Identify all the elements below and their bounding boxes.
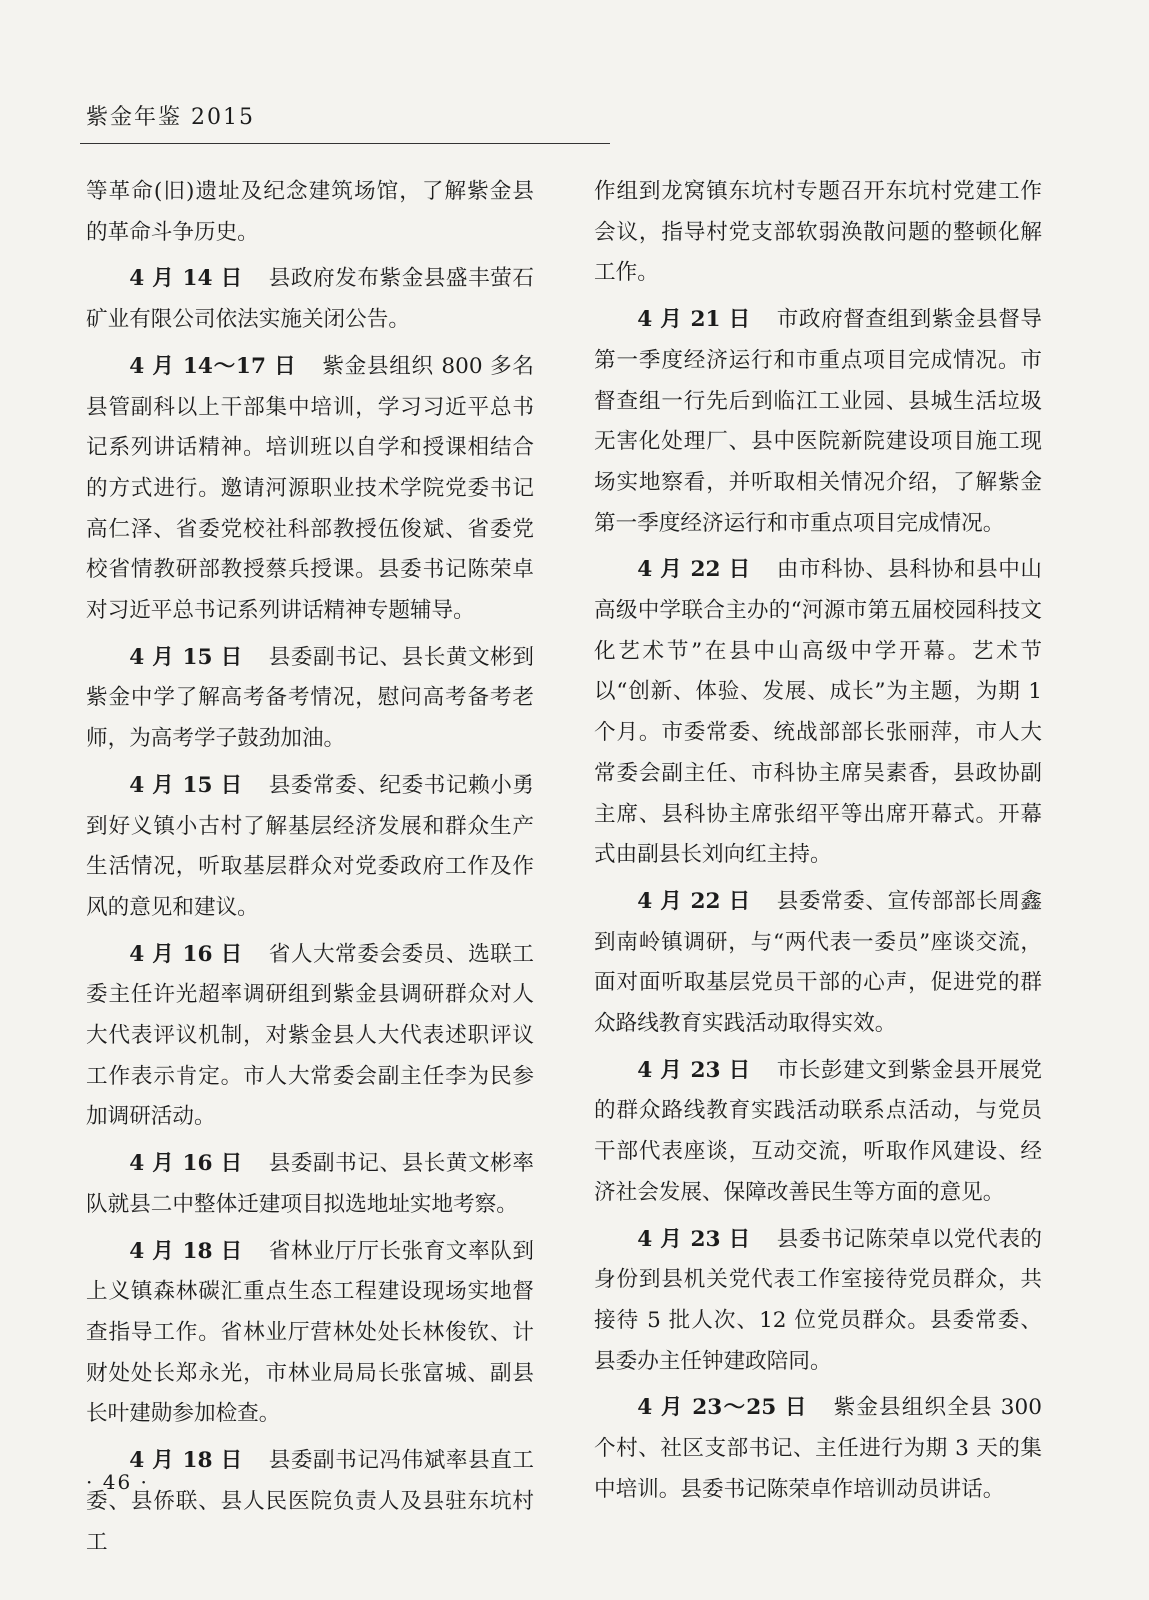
entry-text: 县委副书记、县长黄文彬率队就县二中整体迁建项目拟选地址实地考察。 bbox=[86, 1151, 534, 1217]
entry-text: 县委常委、纪委书记赖小勇到好义镇小古村了解基层经济发展和群众生产生活情况，听取基层群众对党委政府工作及作风的意见和建议。 bbox=[86, 772, 534, 920]
entry-date: 4 月 22 日 bbox=[637, 557, 751, 583]
entry-paragraph bbox=[86, 1144, 534, 1225]
entry-paragraph bbox=[86, 935, 534, 1139]
entry-date: 4 月 16 日 bbox=[129, 941, 243, 967]
header-rule bbox=[80, 143, 610, 144]
entry-date: 4 月 18 日 bbox=[129, 1238, 243, 1264]
entry-paragraph bbox=[86, 259, 534, 340]
continuation-paragraph: 等革命(旧)遗址及纪念建筑场馆，了解紫金县的革命斗争历史。 bbox=[86, 179, 534, 245]
entry-date: 4 月 16 日 bbox=[129, 1151, 243, 1177]
entry-text: 市长彭建文到紫金县开展党的群众路线教育实践活动联系点活动，与党员干部代表座谈，互动交流，听取作风建设、经济社会发展、保障改善民生等方面的意见。 bbox=[594, 1057, 1042, 1205]
continuation-paragraph: 作组到龙窝镇东坑村专题召开东坑村党建工作会议，指导村党支部软弱涣散问题的整顿化解工作。 bbox=[594, 179, 1042, 286]
entry-paragraph bbox=[86, 1232, 534, 1436]
entry-text: 紫金县组织全县 300 个村、社区支部书记、主任进行为期 3 天的集中培训。县委书记陈荣卓作培训动员讲话。 bbox=[594, 1395, 1042, 1502]
entry-date: 4 月 23 日 bbox=[637, 1226, 751, 1252]
entry-text: 县委副书记冯伟斌率县直工委、县侨联、县人民医院负责人及县驻东坑村工 bbox=[86, 1448, 534, 1555]
entry-paragraph bbox=[86, 766, 534, 929]
entry-date: 4 月 23 日 bbox=[637, 1057, 751, 1083]
entry-date: 4 月 22 日 bbox=[637, 888, 751, 914]
entry-date: 4 月 21 日 bbox=[637, 307, 751, 333]
entry-date: 4 月 18 日 bbox=[129, 1448, 243, 1474]
entry-paragraph bbox=[594, 1388, 1042, 1510]
entry-paragraph bbox=[594, 882, 1042, 1045]
entry-text: 县政府发布紫金县盛丰萤石矿业有限公司依法实施关闭公告。 bbox=[86, 266, 534, 333]
page-number: · 46 · bbox=[86, 1470, 149, 1494]
entry-paragraph bbox=[86, 347, 534, 632]
entry-date: 4 月 14 日 bbox=[129, 266, 243, 292]
entry-text: 县委常委、宣传部部长周鑫到南岭镇调研，与“两代表一委员”座谈交流，面对面听取基层党员干部的心声，促进党的群众路线教育实践活动取得实效。 bbox=[594, 888, 1042, 1037]
entry-paragraph bbox=[594, 300, 1042, 544]
entry-paragraph bbox=[86, 638, 534, 760]
entry-text: 县委书记陈荣卓以党代表的身份到县机关党代表工作室接待党员群众，共接待 5 批人次、12 位党员群众。县委常委、县委办主任钟建政陪同。 bbox=[594, 1226, 1042, 1374]
right-column bbox=[594, 172, 1042, 1517]
entry-paragraph bbox=[594, 1220, 1042, 1383]
entry-date: 4 月 15 日 bbox=[129, 644, 243, 670]
entry-text: 省林业厅厅长张育文率队到上义镇森林碳汇重点生态工程建设现场实地督查指导工作。省林业厅营林处处长林俊钦、计财处处长郑永光，市林业局局长张富城、副县长叶建勋参加检查。 bbox=[86, 1238, 534, 1427]
entry-text: 县委副书记、县长黄文彬到紫金中学了解高考备考情况，慰问高考备考老师，为高考学子鼓劲加油。 bbox=[86, 644, 534, 752]
entry-text: 紫金县组织 800 多名县管副科以上干部集中培训，学习习近平总书记系列讲话精神。培训班以自学和授课相结合的方式进行。邀请河源职业技术学院党委书记高仁泽、省委党校社科部教授伍俊斌、省委党校省情教研部教授蔡兵授课。县委书记陈荣卓对习近平总书记系列讲话精神专题辅导。 bbox=[86, 353, 534, 624]
entry-text: 市政府督查组到紫金县督导第一季度经济运行和市重点项目完成情况。市督查组一行先后到临江工业园、县城生活垃圾无害化处理厂、县中医院新院建设项目施工现场实地察看，并听取相关情况介绍，了解紫金第一季度经济运行和市重点项目完成情况。 bbox=[594, 307, 1042, 536]
left-column bbox=[86, 172, 534, 1569]
entry-paragraph bbox=[594, 1051, 1042, 1214]
entry-date: 4 月 23～25 日 bbox=[637, 1395, 808, 1421]
entry-date: 4 月 14～17 日 bbox=[129, 353, 297, 379]
entry-date: 4 月 15 日 bbox=[129, 772, 243, 798]
entry-text: 省人大常委会委员、选联工委主任许光超率调研组到紫金县调研群众对人大代表评议机制，对紫金县人大代表述职评议工作表示肯定。市人大常委会副主任李为民参加调研活动。 bbox=[86, 941, 534, 1130]
running-header: 紫金年鉴 2015 bbox=[86, 105, 255, 130]
entry-paragraph bbox=[86, 1441, 534, 1563]
entry-text: 由市科协、县科协和县中山高级中学联合主办的“河源市第五届校园科技文化艺术节”在县中山高级中学开幕。艺术节以“创新、体验、发展、成长”为主题，为期 1 个月。市委常委、统战部部长张丽萍，市人大常委会副主任、市科协主席吴素香，县政协副主席、县科协主席张绍平等出席开幕式。开幕式由副县长刘向红主持。 bbox=[594, 557, 1042, 868]
entry-paragraph bbox=[594, 550, 1042, 876]
